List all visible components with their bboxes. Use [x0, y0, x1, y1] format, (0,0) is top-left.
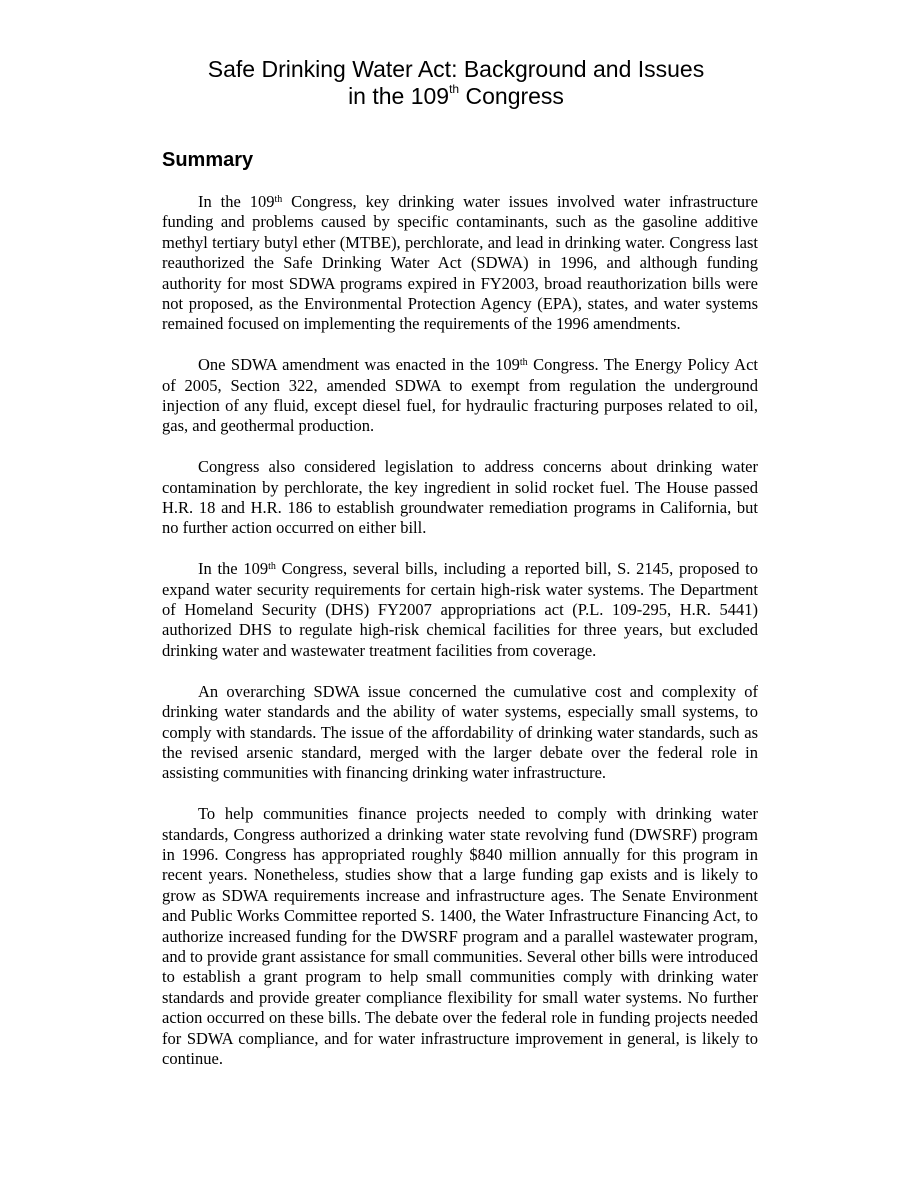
paragraph-2-text: Congress. The Energy Policy Act of 2005, Section 322, amended SDWA to exempt from regulation the underground injection of any fluid, except diesel fuel, for hydraulic fracturing purposes related to oil, gas, and geothermal production. — [162, 355, 758, 436]
paragraph-4-text: Congress, several bills, including a reported bill, S. 2145, proposed to expand water security requirements for certain high-risk water systems. The Department of Homeland Security (DHS) FY2007 appropriations act (P.L. 109-295, H.R. 5441) authorized DHS to regulate high-risk chemical facilities for three years, but excluded drinking water and wastewater treatment facilities from coverage. — [162, 559, 758, 660]
paragraph-2-ordinal: th — [519, 356, 528, 368]
paragraph-5: An overarching SDWA issue concerned the cumulative cost and complexity of drinking water standards and the ability of water systems, especially small systems, to comply with standards. The issue of the affordability of drinking water standards, such as the revised arsenic standard, merged with the larger debate over the federal role in assisting communities with financing drinking water infrastructure. — [162, 681, 758, 783]
paragraph-4-prefix: In the 109 — [198, 559, 269, 579]
paragraph-2-prefix: One SDWA amendment was enacted in the 109 — [198, 355, 520, 375]
paragraph-1 — [162, 192, 758, 335]
paragraph-4-ordinal: th — [268, 560, 276, 572]
paragraph-4 — [162, 559, 758, 661]
title-line-2-suffix: Congress — [459, 83, 564, 109]
paragraph-1-ordinal: th — [274, 193, 283, 205]
paragraph-6: To help communities finance projects needed to comply with drinking water standards, Congress authorized a drinking water state revolving fund (DWSRF) program in 1996. Congress has appropriated roughly $840 million annually for this program in recent years. Nonetheless, studies show that a large funding gap exists and is likely to grow as SDWA requirements increase and infrastructure ages. The Senate Environment and Public Works Committee reported S. 1400, the Water Infrastructure Financing Act, to authorize increased funding for the DWSRF program and a parallel wastewater program, and to provide grant assistance for small communities. Several other bills were introduced to establish a grant program to help small communities comply with drinking water standards and provide greater compliance flexibility for small water systems. No further action occurred on these bills. The debate over the federal role in funding projects needed for SDWA compliance, and for water infrastructure improvement in general, is likely to continue. — [162, 804, 758, 1068]
section-heading-summary: Summary — [162, 149, 254, 171]
paragraph-1-text: Congress, key drinking water issues involved water infrastructure funding and problems caused by specific contaminants, such as the gasoline additive methyl tertiary butyl ether (MTBE), perchlorate, and lead in drinking water. Congress last reauthorized the Safe Drinking Water Act (SDWA) in 1996, and although funding authority for most SDWA programs expired in FY2003, broad reauthorization bills were not proposed, as the Environmental Protection Agency (EPA), states, and water systems remained focused on implementing the requirements of the 1996 amendments. — [162, 192, 758, 334]
paragraph-3: Congress also considered legislation to address concerns about drinking water contamination by perchlorate, the key ingredient in solid rocket fuel. The House passed H.R. 18 and H.R. 186 to establish groundwater remediation programs in California, but no further action occurred on either bill. — [162, 457, 758, 538]
title-line-2-prefix: in the 109 — [348, 83, 450, 109]
paragraph-1-prefix: In the 109 — [198, 192, 275, 211]
title-ordinal-suffix: th — [449, 82, 460, 97]
paragraph-2 — [162, 355, 758, 437]
title-line-1: Safe Drinking Water Act: Background and Issues — [207, 56, 705, 82]
summary-body — [162, 192, 758, 1090]
page-title — [0, 56, 912, 110]
title-line-2 — [348, 83, 564, 109]
